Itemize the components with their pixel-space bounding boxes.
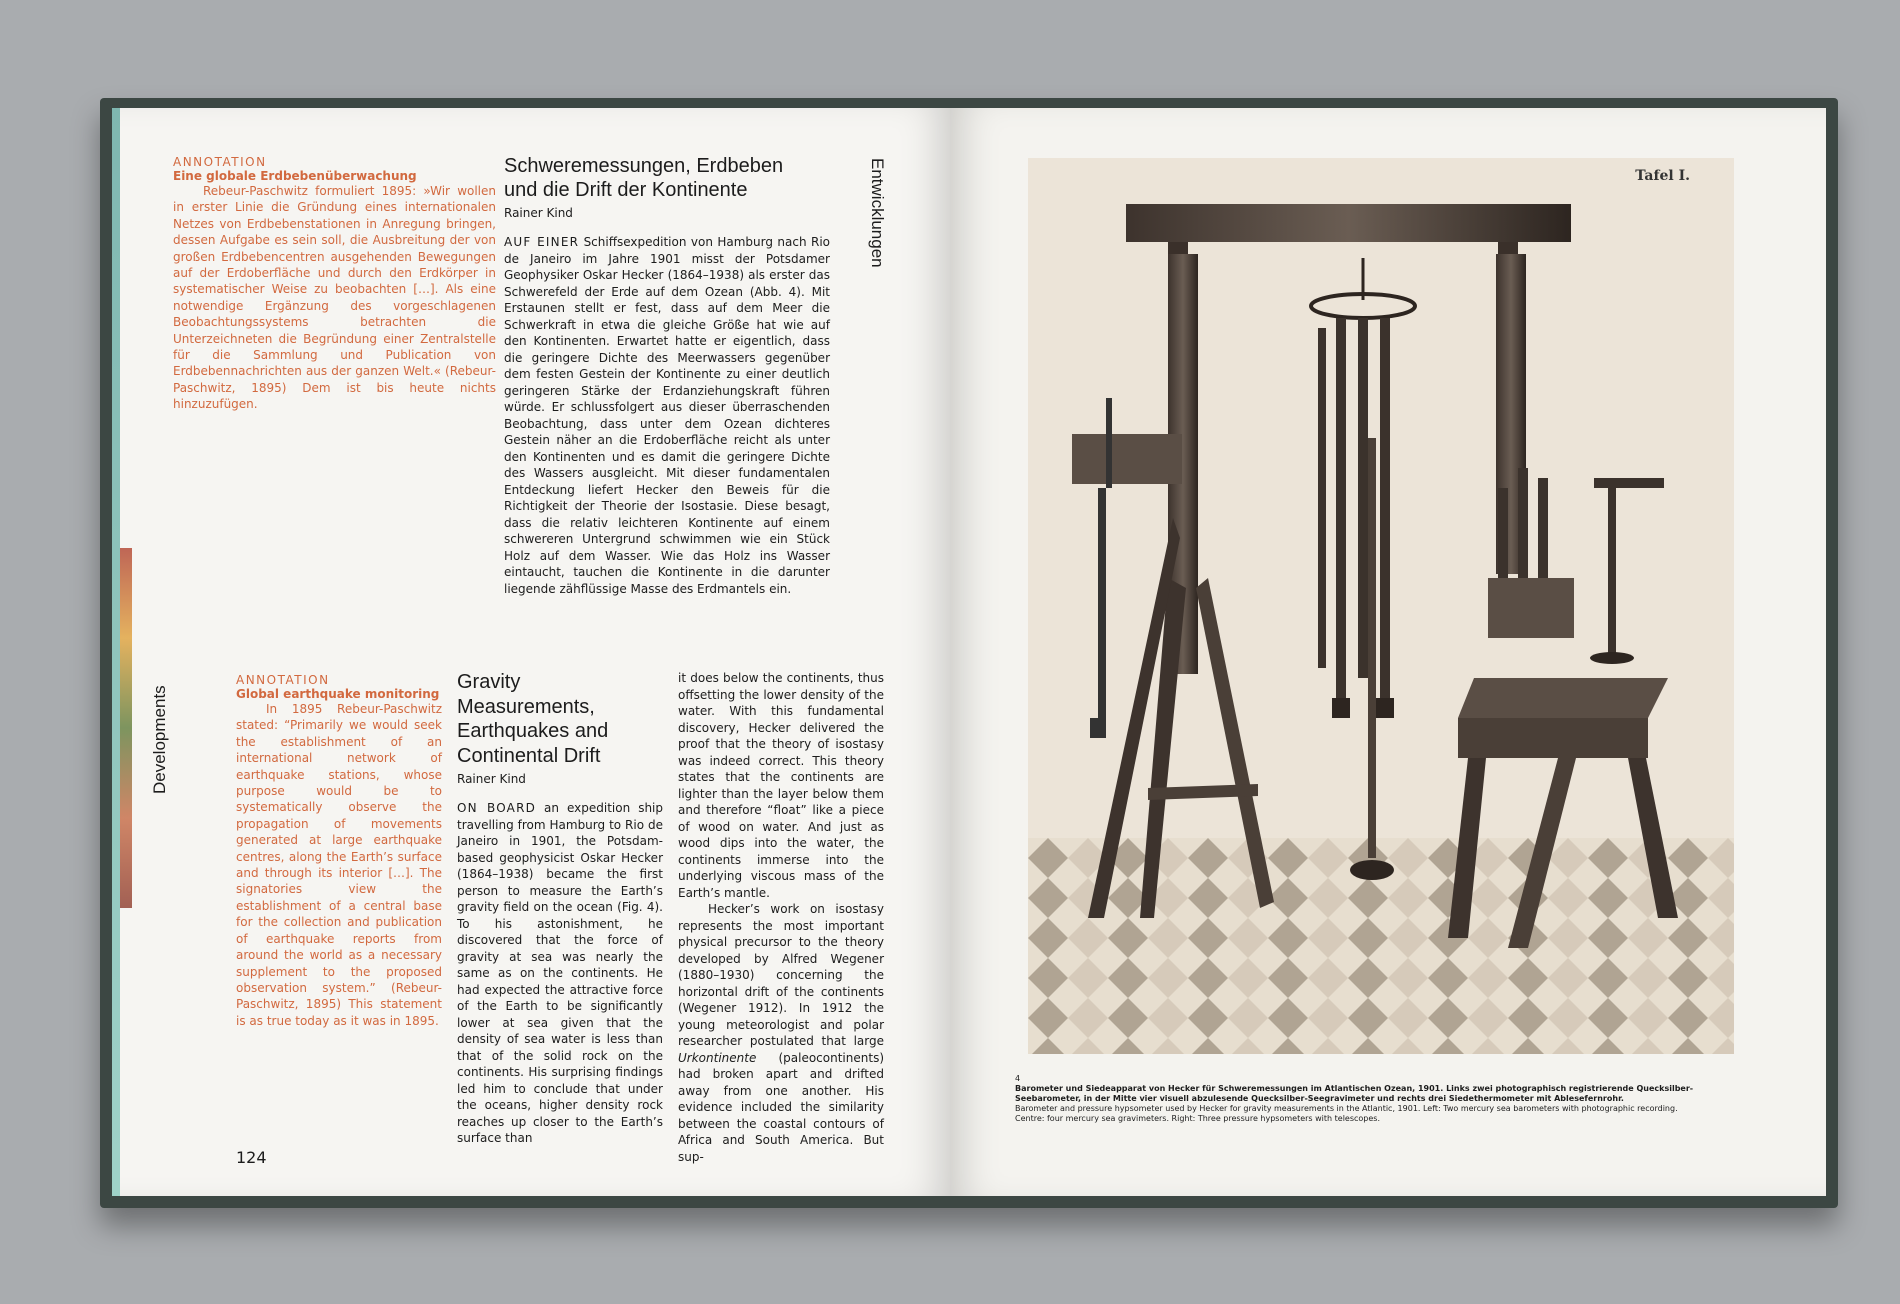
title-line: Gravity xyxy=(457,671,521,693)
article-title-en xyxy=(457,670,663,768)
section-label-en: Developments xyxy=(150,685,169,794)
article-body-de xyxy=(504,234,830,597)
title-line: Earthquakes and xyxy=(457,720,609,742)
barometer-apparatus-illustration xyxy=(1028,158,1734,1054)
lead-in: AUF EINER xyxy=(504,235,580,249)
body-text: Hecker’s work on isostasy represents the most important physical precursor to the theory developed by Alfred Wegener (1880–1930) concerning the horizontal drift of the continents (Wegener 1912). In 1912 the young meteorologist and polar researcher postulated that large xyxy=(678,902,884,1048)
german-article xyxy=(504,154,830,597)
body-text: (paleocontinents) had broken apart and drifted away from one another. His evidence included the similarity between the coastal contours of Africa and South America. But sup- xyxy=(678,1050,884,1164)
body-paragraph xyxy=(678,901,884,1165)
previous-page-image-edge xyxy=(120,548,132,908)
figure-caption xyxy=(1015,1074,1695,1124)
engraving-plate xyxy=(1028,158,1734,1054)
body-text: an expedition ship travelling from Hamburg to Rio de Janeiro in 1901, the Potsdam-based geophysicist Oskar Hecker (1864–1938) became the first person to measure the Earth’s gravity field on the ocean (Fig. 4). To his astonishment, he discovered that the force of gravity at sea was nearly the same as on the continents. He had expected the attractive force of the Earth to be significantly lower at sea given that the density of sea water is less than that of the solid rock on the continents. His surprising findings led him to conclude that under the oceans, higher density rock reaches up closer to the Earth’s surface than xyxy=(457,801,663,1145)
annotation-title: Eine globale Erdbebenüberwachung xyxy=(173,169,417,183)
caption-english: Barometer and pressure hypsometer used by Hecker for gravity measurements in the Atlantic, 1901. Left: Two mercury sea barometers with photographic recording. Centre: four mercury sea gravimeters. Right: Three pressure hypsometers with telescopes. xyxy=(1015,1104,1678,1123)
annotation-title: Global earthquake monitoring xyxy=(236,687,440,701)
caption-german: Barometer und Siedeapparat von Hecker für Schweremessungen im Atlantischen Ozean, 1901. Links zwei photographisch registrierende Quecksilber-Seebarometer, in der Mitte vier visuell abzulesende Quecksilber-Seegravimeter und rechts drei Siedethermometer mit Ablesefernrohr. xyxy=(1015,1084,1694,1103)
annotation-label: ANNOTATION xyxy=(236,673,330,687)
article-body-en-col1 xyxy=(457,800,663,1147)
english-article xyxy=(457,670,663,1147)
left-page xyxy=(112,108,950,1196)
article-body-en-col2 xyxy=(678,670,884,1165)
page-edge xyxy=(112,108,120,1196)
german-annotation xyxy=(173,155,496,413)
annotation-text: In 1895 Rebeur-Paschwitz stated: “Primarily we would seek the establishment of an international network of earthquake stations, whose purpose would be to systematically observe the propagation of movements generated at large earthquake centres, along the Earth’s surface and through its interior […]. The signatories view the establishment of a central base for the collection and publication of earthquake reports from around the world as a necessary supplement to the proposed observation system.” (Rebeur-Paschwitz, 1895) This statement is as true today as it was in 1895. xyxy=(236,702,442,1028)
figure-number: 4 xyxy=(1015,1074,1021,1083)
annotation-label: ANNOTATION xyxy=(173,155,267,169)
page-number: 124 xyxy=(236,1148,267,1167)
title-line: Continental Drift xyxy=(457,744,601,767)
english-annotation xyxy=(236,673,442,1029)
body-paragraph: it does below the continents, thus offsetting the lower density of the water. With this fundamental discovery, Hecker delivered the proof that the theory of isostasy was indeed correct. This theory states that the continents are lighter than the layer below them and therefore “float” like a piece of wood on water. And just as wood dips into the water, the continents immerse into the underlying viscous mass of the Earth’s mantle. xyxy=(678,671,884,900)
title-line: Schweremessungen, Erdbeben xyxy=(504,155,784,177)
title-line: und die Drift der Kontinente xyxy=(504,179,748,201)
plate-label: Tafel I. xyxy=(1635,168,1690,184)
article-title-de xyxy=(504,154,830,202)
title-line: Measurements, xyxy=(457,695,595,718)
author: Rainer Kind xyxy=(457,772,526,786)
lead-in: ON BOARD xyxy=(457,801,537,815)
annotation-text: Rebeur-Paschwitz formuliert 1895: »Wir wollen in erster Linie die Gründung eines internationalen Netzes von Erdbebenstationen in Anregung bringen, dessen Aufgabe es sein soll, die Ausbreitung der von großen Erdbebencentren ausgehenden Bewegungen auf der Erdoberfläche und durch den Erdkörper in systematischer Weise zu beobachten […]. Als eine notwendige Ergänzung des vorgeschlagenen Beobachtungssystems betrachten die Unterzeichneten die Begründung einer Zentralstelle für die Sammlung und Publication von Erdbebennachrichten aus der ganzen Welt.« (Rebeur-Paschwitz, 1895) Dem ist bis heute nichts hinzuzufügen. xyxy=(173,184,496,412)
author: Rainer Kind xyxy=(504,206,573,220)
body-text: Schiffsexpedition von Hamburg nach Rio de Janeiro im Jahre 1901 misst der Potsdamer Geophysiker Oskar Hecker (1864–1938) als erster das Schwerefeld der Erde auf dem Ozean (Abb. 4). Mit Erstaunen stellt er fest, dass auf dem Meer die Schwerkraft in etwa die gleiche Größe hat wie auf den Kontinenten. Erwartet hatte er eigentlich, dass die geringere Dichte des Meerwassers gegenüber dem festen Gestein der Kontinente zu einer deutlich geringeren Stärke der Erdanziehungskraft führen würde. Er schlussfolgert aus dieser überraschenden Beobachtung, dass unter dem Ozean dichteres Gestein näher an die Erdoberfläche reicht als unter den Kontinenten und es damit die geringere Dichte des Wassers ausgleicht. Mit dieser fundamentalen Entdeckung liefert Hecker den Beweis für die Richtigkeit der Theorie der Isostasie. Diese besagt, dass die relativ leichteren Kontinente auf einem schwereren Untergrund schwimmen wie ein Stück Holz auf dem Wasser. Wie das Holz ins Wasser eintaucht, tauchen die Kontinente in die darunter liegende zähflüssige Masse des Erdmantels ein. xyxy=(504,235,830,596)
section-label-de: Entwicklungen xyxy=(868,158,887,268)
emphasis-term: Urkontinente xyxy=(678,1050,757,1065)
